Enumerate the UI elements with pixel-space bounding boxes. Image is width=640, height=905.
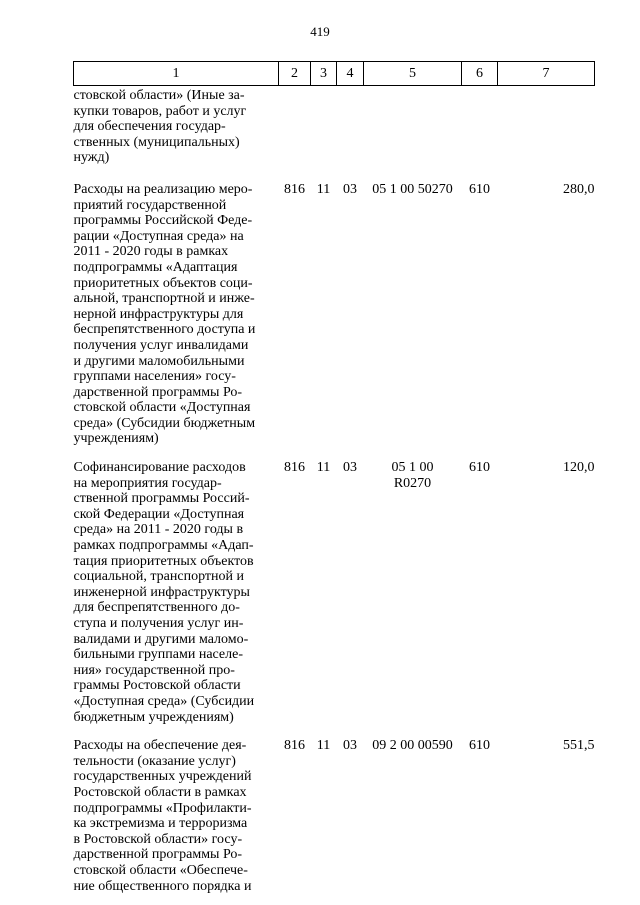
table-header-row [74,62,595,86]
row-ministry-code: 816 [284,738,305,754]
row-expense-type: 610 [469,738,490,754]
row-expense-type: 610 [469,181,490,197]
header-col-6: 6 [462,62,498,86]
table-row [74,182,595,460]
row-target-article: 09 2 00 00590 [372,738,453,754]
row-amount: 551,5 [563,738,595,754]
header-col-1: 1 [74,62,279,86]
row-ministry-code: 816 [284,181,305,197]
row-section-code: 11 [316,738,331,754]
budget-table [73,61,595,894]
row-ministry-code: 816 [284,460,305,476]
row-target-article: 05 1 00 50270 [372,181,453,197]
row-section-code: 11 [316,181,331,197]
table-row-continuation [74,86,595,182]
row-amount: 120,0 [563,460,595,476]
row-expense-type: 610 [469,460,490,476]
row-description: Расходы на реализацию меро- приятий государственной программы Российской Феде- рации «Доступная среда» на 2011 - 2020 годы в рамках подпрограммы «Адаптация приоритетных объектов соци- альной, транспортной и инже- нерной инфраструктуры для беспрепятственного доступа и получения услуг инвалидами и другими маломобильными группами населения» госу- дарственной программы Ро- стовской области «Доступная среда» (Субсидии бюджетным учреждениям) [73,181,256,447]
header-col-7: 7 [498,62,595,86]
row-section-code: 11 [316,460,331,476]
row-subsection-code: 03 [343,181,357,197]
row-subsection-code: 03 [343,738,357,754]
table-row [74,460,595,738]
header-col-3: 3 [311,62,337,86]
header-col-4: 4 [337,62,364,86]
row-description: Расходы на обеспечение дея- тельности (оказание услуг) государственных учреждений Ростовской области в рамках подпрограммы «Профилакти- ка экстремизма и терроризма в Ростовской области» госу- дарственной программы Ро- стовской области «Обеспече- ние общественного порядка и [73,738,252,894]
row-subsection-code: 03 [343,460,357,476]
table-row [74,738,595,894]
header-col-5: 5 [364,62,462,86]
row-target-article: 05 1 00 R0270 [391,460,434,491]
row-description: стовской области» (Иные за- купки товаров, работ и услуг для обеспечения государ- ственных (муниципальных) нужд) [73,88,247,166]
page-number: 419 [310,24,330,39]
row-description: Софинансирование расходов на мероприятия государ- ственной программы Россий- ской Федерации «Доступная среда» на 2011 - 2020 годы в рамках подпрограммы «Адап- тация приоритетных объектов социальной, транспортной и инженерной инфраструктуры для беспрепятственного до- ступа и получения услуг ин- валидами и другими маломо- бильными группами населе- ния» государственной про- граммы Ростовской области «Доступная среда» (Субсидии бюджетным учреждениям) [73,460,255,725]
row-amount: 280,0 [563,181,595,197]
header-col-2: 2 [279,62,311,86]
